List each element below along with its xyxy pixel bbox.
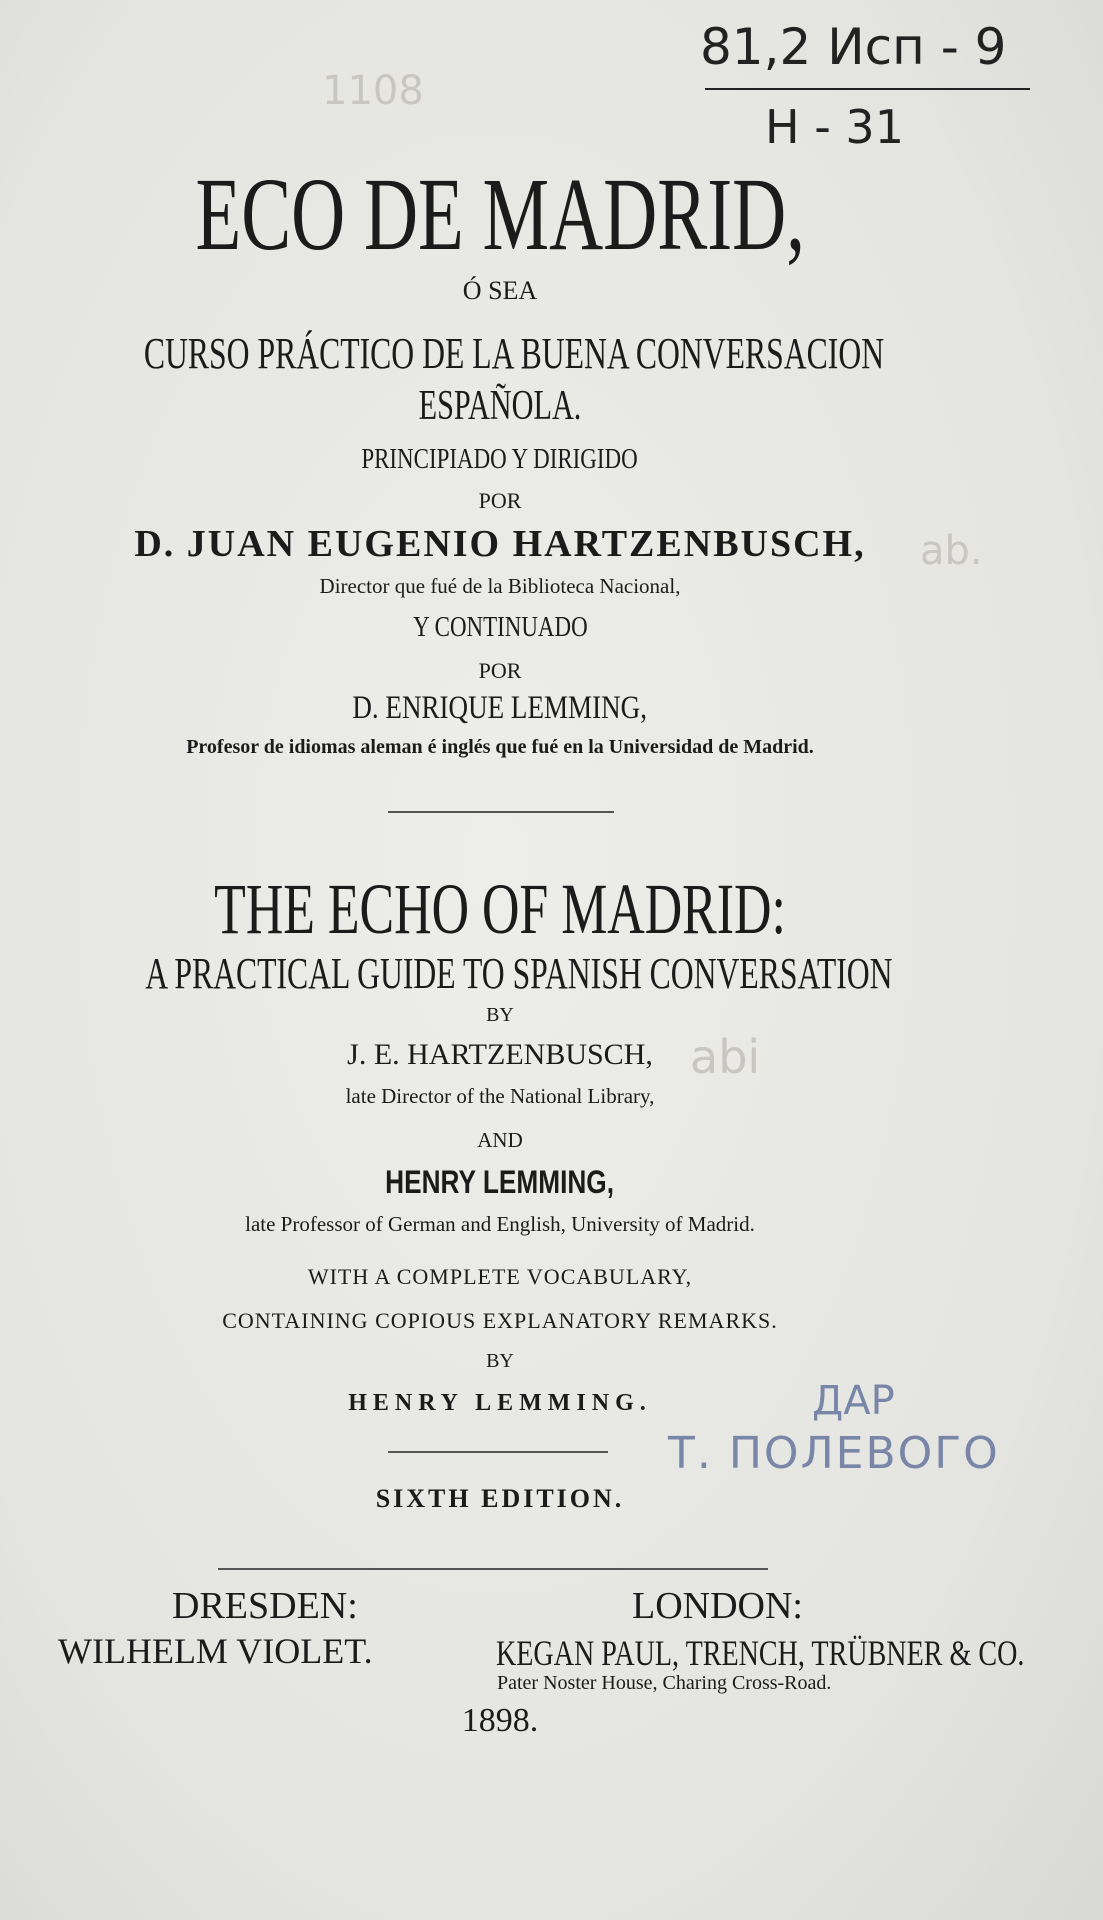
continuado: Y CONTINUADO bbox=[412, 612, 588, 643]
year: 1898. bbox=[461, 1702, 539, 1739]
and: AND bbox=[477, 1128, 523, 1152]
author-hartzenbusch: D. JUAN EUGENIO HARTZENBUSCH, bbox=[134, 523, 866, 565]
imprint-dresden-city: DRESDEN: bbox=[172, 1585, 358, 1627]
imprint-london-address: Pater Noster House, Charing Cross-Road. bbox=[497, 1672, 832, 1694]
shelfmark-line1: 81,2 Исп - 9 bbox=[700, 18, 1007, 76]
divider-2 bbox=[388, 1451, 608, 1453]
divider-3 bbox=[218, 1568, 768, 1570]
english-subtitle: A PRACTICAL GUIDE TO SPANISH CONVERSATION bbox=[145, 949, 893, 998]
by-2: BY bbox=[486, 1350, 514, 1372]
by-1: BY bbox=[486, 1004, 514, 1026]
spanish-title: ECO DE MADRID, bbox=[195, 157, 805, 272]
donation-stamp-line2: Т. ПОЛЕВОГО bbox=[668, 1428, 1000, 1479]
english-author-lemming: HENRY LEMMING, bbox=[385, 1164, 615, 1200]
por-2: POR bbox=[478, 658, 522, 683]
pencil-mark-2: abi bbox=[690, 1030, 761, 1084]
pencil-number: 1108 bbox=[322, 68, 424, 114]
pencil-mark-1: ab. bbox=[920, 528, 983, 574]
divider-1 bbox=[388, 811, 614, 813]
vocab-1: WITH A COMPLETE VOCABULARY, bbox=[307, 1264, 693, 1289]
spanish-subtitle-1: CURSO PRÁCTICO DE LA BUENA CONVERSACION bbox=[143, 329, 885, 378]
english-author-lemming-2: HENRY LEMMING. bbox=[348, 1390, 652, 1416]
shelfmark-rule bbox=[705, 88, 1030, 90]
author-lemming-role: Profesor de idiomas aleman é inglés que fué en la Universidad de Madrid. bbox=[186, 736, 814, 758]
imprint-london-city: LONDON: bbox=[632, 1585, 803, 1627]
imprint-london-publisher: KEGAN PAUL, TRENCH, TRÜBNER & CO. bbox=[496, 1633, 1025, 1673]
principiado: PRINCIPIADO Y DIRIGIDO bbox=[361, 444, 639, 475]
imprint-london-publisher-wrap bbox=[496, 1632, 1025, 1674]
edition: SIXTH EDITION. bbox=[375, 1484, 625, 1513]
spanish-subtitle-2: ESPAÑOLA. bbox=[418, 383, 582, 429]
author-hartzenbusch-role: Director que fué de la Biblioteca Nacional, bbox=[319, 574, 681, 598]
o-sea: Ó SEA bbox=[462, 276, 538, 305]
english-author-lemming-role: late Professor of German and English, University of Madrid. bbox=[245, 1212, 755, 1236]
vocab-2: CONTAINING COPIOUS EXPLANATORY REMARKS. bbox=[222, 1308, 778, 1333]
english-title: THE ECHO OF MADRID: bbox=[214, 869, 786, 949]
donation-stamp-line1: ДАР bbox=[812, 1378, 895, 1424]
por-1: POR bbox=[478, 488, 522, 513]
english-author-hartzenbusch-role: late Director of the National Library, bbox=[345, 1084, 655, 1108]
shelfmark-line2: Н - 31 bbox=[765, 100, 904, 154]
imprint-dresden-publisher: WILHELM VIOLET. bbox=[58, 1631, 373, 1671]
english-author-hartzenbusch: J. E. HARTZENBUSCH, bbox=[347, 1038, 653, 1071]
author-lemming: D. ENRIQUE LEMMING, bbox=[352, 690, 648, 726]
